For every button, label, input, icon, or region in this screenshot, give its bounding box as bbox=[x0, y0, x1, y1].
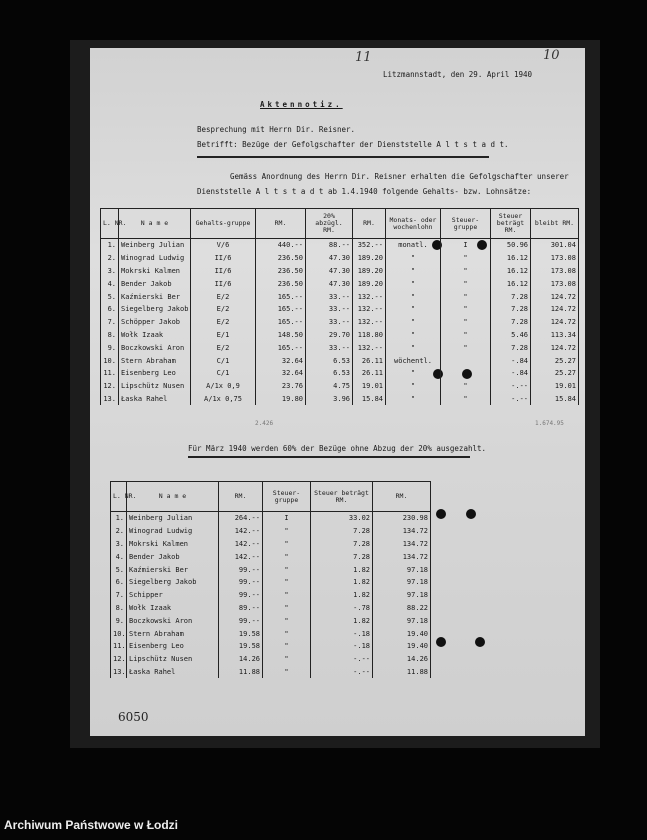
table-cell: 1. bbox=[101, 239, 119, 252]
march-payment-note: Für März 1940 werden 60% der Bezüge ohne Abzug der 20% ausgezahlt. bbox=[188, 444, 487, 453]
table-cell: 7.28 bbox=[491, 316, 531, 329]
table-cell: A/1x 0,9 bbox=[191, 380, 256, 393]
table-cell: " bbox=[441, 303, 491, 316]
table-cell: " bbox=[386, 380, 441, 393]
table-cell: 33.-- bbox=[306, 290, 353, 303]
table-cell: 16.12 bbox=[491, 265, 531, 278]
table-cell: Wołk Izaak bbox=[127, 602, 219, 615]
col-header: RM. bbox=[353, 209, 386, 239]
table-row bbox=[111, 512, 431, 525]
table-cell: 10. bbox=[101, 354, 119, 367]
table-cell: " bbox=[441, 316, 491, 329]
table-cell: " bbox=[441, 265, 491, 278]
table-cell: 11. bbox=[101, 367, 119, 380]
table-cell: 10. bbox=[111, 627, 127, 640]
table-cell: " bbox=[441, 367, 491, 380]
table-cell: 11.88 bbox=[219, 666, 263, 679]
table-cell: 7. bbox=[101, 316, 119, 329]
table-cell: 2. bbox=[101, 252, 119, 265]
table-cell: 132.-- bbox=[353, 316, 386, 329]
table-cell: 134.72 bbox=[373, 538, 431, 551]
table-cell: 132.-- bbox=[353, 290, 386, 303]
table-cell: 142.-- bbox=[219, 538, 263, 551]
table-cell: 113.34 bbox=[531, 329, 579, 342]
table-row bbox=[101, 303, 579, 316]
table-row bbox=[111, 589, 431, 602]
table-cell: 142.-- bbox=[219, 525, 263, 538]
col-header: N a m e bbox=[127, 482, 219, 512]
table-cell: " bbox=[386, 303, 441, 316]
col-header: Steuer-gruppe bbox=[441, 209, 491, 239]
table-cell: 8. bbox=[111, 602, 127, 615]
table-cell: 1.82 bbox=[311, 589, 373, 602]
table-cell: 4. bbox=[111, 550, 127, 563]
col-header: RM. bbox=[373, 482, 431, 512]
table-cell: 13. bbox=[101, 393, 119, 406]
table-cell: " bbox=[441, 380, 491, 393]
table-cell: -.18 bbox=[311, 627, 373, 640]
table-cell: I bbox=[263, 512, 311, 525]
table-cell: 165.-- bbox=[256, 290, 306, 303]
table-cell: 3. bbox=[101, 265, 119, 278]
table-cell: 16.12 bbox=[491, 252, 531, 265]
table-cell: 6. bbox=[111, 576, 127, 589]
punch-hole bbox=[466, 509, 476, 519]
divider bbox=[197, 156, 489, 158]
table-cell: wöchentl. bbox=[386, 354, 441, 367]
table-cell: E/2 bbox=[191, 290, 256, 303]
table-cell: Łaska Rahel bbox=[119, 393, 191, 406]
table-cell: -.-- bbox=[491, 393, 531, 406]
divider bbox=[188, 456, 470, 458]
table-cell: 2. bbox=[111, 525, 127, 538]
table-cell: 47.30 bbox=[306, 277, 353, 290]
table-cell: 236.50 bbox=[256, 277, 306, 290]
paragraph-line: Dienststelle A l t s t a d t ab 1.4.1940 folgende Gehalts- bzw. Lohnsätze: bbox=[197, 187, 532, 196]
table-cell: 99.-- bbox=[219, 589, 263, 602]
table-cell: Lipschütz Nusen bbox=[119, 380, 191, 393]
table-cell: Boczkowski Aron bbox=[127, 614, 219, 627]
table-cell: 29.70 bbox=[306, 329, 353, 342]
table-cell: " bbox=[386, 341, 441, 354]
table-row bbox=[101, 290, 579, 303]
table-cell: Kaźmierski Ber bbox=[119, 290, 191, 303]
table-cell: 352.-- bbox=[353, 239, 386, 252]
table-cell: II/6 bbox=[191, 252, 256, 265]
table-row bbox=[101, 380, 579, 393]
table-row bbox=[111, 538, 431, 551]
table-cell: Bender Jakob bbox=[127, 550, 219, 563]
table-cell: -.-- bbox=[491, 380, 531, 393]
table-cell: 4. bbox=[101, 277, 119, 290]
table-cell: 32.64 bbox=[256, 367, 306, 380]
table-cell: 5. bbox=[101, 290, 119, 303]
col-header: RM. bbox=[256, 209, 306, 239]
table-cell: C/1 bbox=[191, 367, 256, 380]
table-cell: Siegelberg Jakob bbox=[119, 303, 191, 316]
table-cell: 7.28 bbox=[311, 550, 373, 563]
table-cell: 25.27 bbox=[531, 354, 579, 367]
table-cell: 189.20 bbox=[353, 252, 386, 265]
table-row bbox=[111, 653, 431, 666]
table-cell: Eisenberg Leo bbox=[127, 640, 219, 653]
table-cell: 6.53 bbox=[306, 367, 353, 380]
table-cell: 1. bbox=[111, 512, 127, 525]
table-cell: Siegelberg Jakob bbox=[127, 576, 219, 589]
table-cell: Stern Abraham bbox=[127, 627, 219, 640]
table-cell: E/1 bbox=[191, 329, 256, 342]
table-cell: 440.-- bbox=[256, 239, 306, 252]
table-cell: E/2 bbox=[191, 341, 256, 354]
place-date: Litzmannstadt, den 29. April 1940 bbox=[383, 70, 533, 79]
table-cell: 4.75 bbox=[306, 380, 353, 393]
table-cell: 11.88 bbox=[373, 666, 431, 679]
table-cell: Stern Abraham bbox=[119, 354, 191, 367]
table-cell: 5. bbox=[111, 563, 127, 576]
table-cell: 7.28 bbox=[491, 290, 531, 303]
col-header: 20% abzügl. RM. bbox=[306, 209, 353, 239]
table-cell: 88.-- bbox=[306, 239, 353, 252]
archive-number: 6050 bbox=[118, 710, 149, 724]
table-row bbox=[111, 640, 431, 653]
table-cell: " bbox=[386, 265, 441, 278]
table-cell: E/2 bbox=[191, 303, 256, 316]
table-cell: -.18 bbox=[311, 640, 373, 653]
table-cell: 33.-- bbox=[306, 303, 353, 316]
table-cell: Weinberg Julian bbox=[119, 239, 191, 252]
archive-footer: Archiwum Państwowe w Łodzi bbox=[4, 818, 179, 832]
table-cell: 16.12 bbox=[491, 277, 531, 290]
table-cell: 1.82 bbox=[311, 614, 373, 627]
table-cell: 165.-- bbox=[256, 316, 306, 329]
table-cell: 236.50 bbox=[256, 252, 306, 265]
table-cell: Schipper bbox=[127, 589, 219, 602]
table-cell: 189.20 bbox=[353, 277, 386, 290]
table-cell: 33.-- bbox=[306, 341, 353, 354]
table-cell: 173.08 bbox=[531, 265, 579, 278]
table-cell: 50.96 bbox=[491, 239, 531, 252]
table-row bbox=[111, 525, 431, 538]
handwritten-page-number: 10 bbox=[543, 48, 560, 63]
table-cell: " bbox=[386, 252, 441, 265]
table-cell: 264.-- bbox=[219, 512, 263, 525]
table-cell: Eisenberg Leo bbox=[119, 367, 191, 380]
table-cell: " bbox=[263, 525, 311, 538]
col-header: L. NR. bbox=[111, 482, 127, 512]
table-cell: 165.-- bbox=[256, 341, 306, 354]
table-cell: V/6 bbox=[191, 239, 256, 252]
pencil-total: 2.426 bbox=[255, 420, 274, 427]
table-cell: 124.72 bbox=[531, 290, 579, 303]
table-cell: 8. bbox=[101, 329, 119, 342]
table-cell: 97.18 bbox=[373, 563, 431, 576]
table-cell: -.-- bbox=[311, 653, 373, 666]
table-cell: " bbox=[441, 393, 491, 406]
table-cell: -.84 bbox=[491, 354, 531, 367]
table-row bbox=[101, 329, 579, 342]
table-cell: Bender Jakob bbox=[119, 277, 191, 290]
table-cell: 7.28 bbox=[311, 525, 373, 538]
table-cell: 33.02 bbox=[311, 512, 373, 525]
table-cell: II/6 bbox=[191, 277, 256, 290]
col-header: bleibt RM. bbox=[531, 209, 579, 239]
table-cell: " bbox=[386, 367, 441, 380]
table-cell: 6. bbox=[101, 303, 119, 316]
table-cell: 132.-- bbox=[353, 341, 386, 354]
col-header: Monats- oder wochenlohn bbox=[386, 209, 441, 239]
table-cell: 173.08 bbox=[531, 277, 579, 290]
table-cell: 47.30 bbox=[306, 265, 353, 278]
table-cell: Winograd Ludwig bbox=[127, 525, 219, 538]
table-cell: 97.18 bbox=[373, 576, 431, 589]
table-cell: Mokrski Kalmen bbox=[119, 265, 191, 278]
punch-hole bbox=[436, 637, 446, 647]
table-cell: 47.30 bbox=[306, 252, 353, 265]
table-cell: 19.58 bbox=[219, 627, 263, 640]
table-cell: E/2 bbox=[191, 316, 256, 329]
salary-table-april bbox=[100, 208, 579, 405]
table-cell: 124.72 bbox=[531, 303, 579, 316]
meeting-line: Besprechung mit Herrn Dir. Reisner. bbox=[197, 125, 356, 134]
table-cell: 134.72 bbox=[373, 525, 431, 538]
table-cell: " bbox=[386, 277, 441, 290]
table-cell: " bbox=[263, 627, 311, 640]
table-cell: " bbox=[441, 277, 491, 290]
table-cell: 12. bbox=[101, 380, 119, 393]
table-cell: 99.-- bbox=[219, 563, 263, 576]
table-cell: 1.82 bbox=[311, 563, 373, 576]
table-cell: 173.08 bbox=[531, 252, 579, 265]
document-title: Aktennotiz. bbox=[260, 100, 343, 109]
table-cell: Winograd Ludwig bbox=[119, 252, 191, 265]
table-cell: I bbox=[441, 239, 491, 252]
col-header: Gehalts-gruppe bbox=[191, 209, 256, 239]
table-row bbox=[101, 252, 579, 265]
table-cell: 9. bbox=[111, 614, 127, 627]
table-cell: " bbox=[386, 329, 441, 342]
table-cell: 7.28 bbox=[491, 341, 531, 354]
table-cell: 97.18 bbox=[373, 614, 431, 627]
punch-hole bbox=[436, 509, 446, 519]
table-cell: Mokrski Kalmen bbox=[127, 538, 219, 551]
table-cell: 15.84 bbox=[531, 393, 579, 406]
table-cell: -.78 bbox=[311, 602, 373, 615]
table-cell: 124.72 bbox=[531, 341, 579, 354]
table-cell: 132.-- bbox=[353, 303, 386, 316]
table-row bbox=[111, 602, 431, 615]
table-cell: " bbox=[263, 576, 311, 589]
table-cell: " bbox=[441, 329, 491, 342]
subject-line: Betrifft: Bezüge der Gefolgschafter der Dienststelle A l t s t a d t. bbox=[197, 140, 509, 149]
col-header: Steuer-gruppe bbox=[263, 482, 311, 512]
table-cell: 124.72 bbox=[531, 316, 579, 329]
table-cell: 12. bbox=[111, 653, 127, 666]
table-cell: A/1x 0,75 bbox=[191, 393, 256, 406]
table-cell: 6.53 bbox=[306, 354, 353, 367]
table-cell: 99.-- bbox=[219, 576, 263, 589]
table-cell: 19.80 bbox=[256, 393, 306, 406]
col-header: Steuer beträgt RM. bbox=[311, 482, 373, 512]
table-cell: 7.28 bbox=[491, 303, 531, 316]
paragraph-line: Gemäss Anordnung des Herrn Dir. Reisner erhalten die Gefolgschafter unserer bbox=[230, 172, 569, 181]
table-row bbox=[111, 576, 431, 589]
table-cell bbox=[441, 354, 491, 367]
table-cell: 7. bbox=[111, 589, 127, 602]
table-cell: Lipschütz Nusen bbox=[127, 653, 219, 666]
table-cell: 23.76 bbox=[256, 380, 306, 393]
handwritten-mark: 11 bbox=[355, 50, 372, 65]
table-cell: C/1 bbox=[191, 354, 256, 367]
table-cell: 15.84 bbox=[353, 393, 386, 406]
table-cell: 25.27 bbox=[531, 367, 579, 380]
table-cell: 33.-- bbox=[306, 316, 353, 329]
table-cell: " bbox=[263, 666, 311, 679]
table-cell: " bbox=[263, 640, 311, 653]
table-cell: 13. bbox=[111, 666, 127, 679]
table-cell: " bbox=[263, 589, 311, 602]
table-row bbox=[111, 563, 431, 576]
table-cell: Łaska Rahel bbox=[127, 666, 219, 679]
table-row bbox=[101, 277, 579, 290]
table-cell: 26.11 bbox=[353, 354, 386, 367]
table-cell: Boczkowski Aron bbox=[119, 341, 191, 354]
table-cell: 19.40 bbox=[373, 627, 431, 640]
table-row bbox=[101, 393, 579, 406]
table-cell: 19.01 bbox=[531, 380, 579, 393]
table-row bbox=[101, 316, 579, 329]
table-cell: 11. bbox=[111, 640, 127, 653]
table-cell: Wołk Izaak bbox=[119, 329, 191, 342]
table-cell: " bbox=[441, 290, 491, 303]
table-row bbox=[101, 239, 579, 252]
table-cell: 189.20 bbox=[353, 265, 386, 278]
col-header: L. NR. bbox=[101, 209, 119, 239]
col-header: RM. bbox=[219, 482, 263, 512]
table-row bbox=[101, 341, 579, 354]
table-cell: 99.-- bbox=[219, 614, 263, 627]
table-cell: " bbox=[263, 550, 311, 563]
table-cell: " bbox=[441, 252, 491, 265]
table-cell: " bbox=[263, 538, 311, 551]
salary-table-march bbox=[110, 481, 431, 678]
table-cell: " bbox=[386, 316, 441, 329]
table-cell: 14.26 bbox=[219, 653, 263, 666]
table-cell: 32.64 bbox=[256, 354, 306, 367]
table-cell: 118.80 bbox=[353, 329, 386, 342]
table-cell: 148.50 bbox=[256, 329, 306, 342]
table-cell: 9. bbox=[101, 341, 119, 354]
table-row bbox=[101, 265, 579, 278]
table-cell: Schöpper Jakob bbox=[119, 316, 191, 329]
table-cell: -.-- bbox=[311, 666, 373, 679]
table-cell: 301.04 bbox=[531, 239, 579, 252]
table-cell: " bbox=[386, 393, 441, 406]
table-cell: 89.-- bbox=[219, 602, 263, 615]
table-cell: 230.98 bbox=[373, 512, 431, 525]
table-cell: -.84 bbox=[491, 367, 531, 380]
table-cell: " bbox=[386, 290, 441, 303]
table-cell: " bbox=[441, 341, 491, 354]
table-row bbox=[111, 666, 431, 679]
table-cell: 19.01 bbox=[353, 380, 386, 393]
pencil-total: 1.674.95 bbox=[535, 420, 564, 427]
punch-hole bbox=[475, 637, 485, 647]
table-cell: monatl. bbox=[386, 239, 441, 252]
table-cell: Kaźmierski Ber bbox=[127, 563, 219, 576]
table-cell: " bbox=[263, 614, 311, 627]
table-cell: 97.18 bbox=[373, 589, 431, 602]
table-cell: 3.96 bbox=[306, 393, 353, 406]
table-row bbox=[111, 550, 431, 563]
table-cell: 236.50 bbox=[256, 265, 306, 278]
table-cell: 7.28 bbox=[311, 538, 373, 551]
table-cell: 1.82 bbox=[311, 576, 373, 589]
table-row bbox=[111, 614, 431, 627]
table-cell: II/6 bbox=[191, 265, 256, 278]
table-row bbox=[101, 354, 579, 367]
table-row bbox=[111, 627, 431, 640]
table-cell: 165.-- bbox=[256, 303, 306, 316]
table-cell: " bbox=[263, 602, 311, 615]
table-row bbox=[101, 367, 579, 380]
table-cell: Weinberg Julian bbox=[127, 512, 219, 525]
table-cell: 14.26 bbox=[373, 653, 431, 666]
table-cell: 19.58 bbox=[219, 640, 263, 653]
col-header: N a m e bbox=[119, 209, 191, 239]
table-cell: 88.22 bbox=[373, 602, 431, 615]
table-cell: 134.72 bbox=[373, 550, 431, 563]
table-cell: " bbox=[263, 653, 311, 666]
table-cell: " bbox=[263, 563, 311, 576]
table-cell: 142.-- bbox=[219, 550, 263, 563]
col-header: Steuer beträgt RM. bbox=[491, 209, 531, 239]
table-cell: 19.40 bbox=[373, 640, 431, 653]
table-cell: 26.11 bbox=[353, 367, 386, 380]
table-cell: 5.46 bbox=[491, 329, 531, 342]
table-cell: 3. bbox=[111, 538, 127, 551]
